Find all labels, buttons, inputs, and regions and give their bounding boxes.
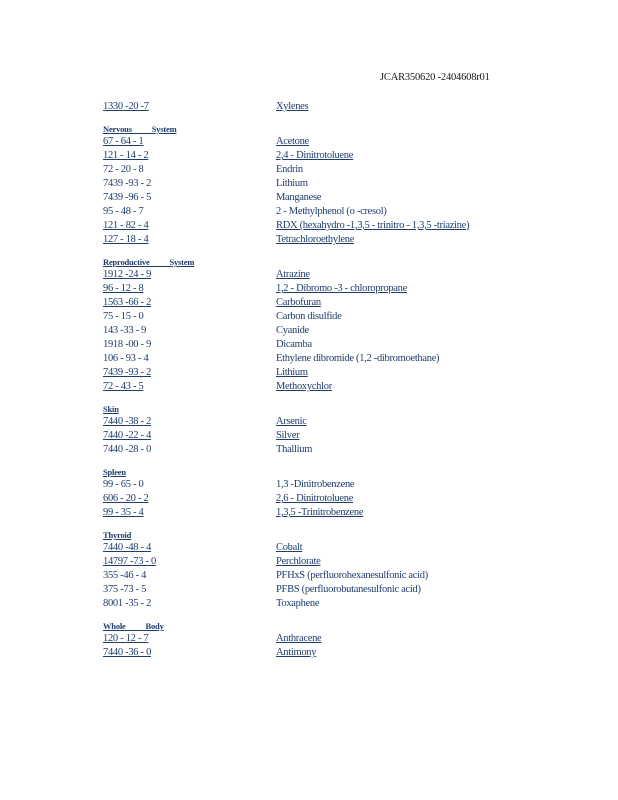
- chemical-name-text: Carbofuran: [276, 297, 321, 308]
- cas-number: [103, 583, 276, 597]
- cas-number[interactable]: [103, 555, 276, 569]
- section-title: Whole Body: [103, 621, 164, 631]
- chemical-name-text: Dicamba: [276, 339, 312, 350]
- chemical-name[interactable]: [276, 366, 308, 380]
- chemical-row: [103, 310, 523, 324]
- chemical-row: [103, 219, 523, 233]
- section-heading: [103, 256, 523, 268]
- chemical-name-text: Perchlorate: [276, 556, 321, 567]
- cas-number-text: 14797 -73 - 0: [103, 556, 156, 567]
- chemical-name: [276, 310, 341, 324]
- section-heading: [103, 123, 523, 135]
- chemical-row: [103, 163, 523, 177]
- chemical-name-text: Endrin: [276, 164, 303, 175]
- chemical-row: [103, 324, 523, 338]
- chemical-name: [276, 324, 309, 338]
- chemical-name-text: Toxaphene: [276, 598, 320, 609]
- chemical-row: [103, 555, 523, 569]
- chemical-name-text: PFBS (perfluorobutanesulfonic acid): [276, 584, 421, 595]
- document-header: JCAR350620 -2404608r01: [380, 72, 490, 83]
- chemical-name-text: PFHxS (perfluorohexanesulfonic acid): [276, 570, 428, 581]
- cas-number-text: 121 - 82 - 4: [103, 220, 149, 231]
- chemical-name[interactable]: [276, 646, 316, 660]
- cas-number-text: 75 - 15 - 0: [103, 311, 144, 322]
- cas-number: [103, 338, 276, 352]
- chemical-row: [103, 205, 523, 219]
- section-title: Thyroid: [103, 530, 132, 540]
- cas-number-text: 67 - 64 - 1: [103, 136, 144, 147]
- chemical-row: [103, 478, 523, 492]
- chemical-list: [103, 100, 523, 660]
- cas-number: [103, 177, 276, 191]
- cas-number: [103, 163, 276, 177]
- chemical-name[interactable]: [276, 380, 332, 394]
- chemical-name[interactable]: [276, 268, 310, 282]
- cas-number: [103, 569, 276, 583]
- chemical-row: [103, 100, 523, 114]
- chemical-name-text: Silver: [276, 430, 300, 441]
- chemical-name[interactable]: [276, 135, 309, 149]
- chemical-name-text: Anthracene: [276, 633, 322, 644]
- chemical-name: [276, 177, 308, 191]
- cas-number[interactable]: [103, 268, 276, 282]
- cas-number: [103, 597, 276, 611]
- cas-number[interactable]: [103, 506, 276, 520]
- cas-number-text: 8001 -35 - 2: [103, 598, 152, 609]
- cas-number[interactable]: [103, 135, 276, 149]
- chemical-row: [103, 352, 523, 366]
- chemical-row: [103, 646, 523, 660]
- cas-number[interactable]: [103, 233, 276, 247]
- chemical-name-text: Tetrachloroethylene: [276, 234, 355, 245]
- cas-number-text: 355 -46 - 4: [103, 570, 147, 581]
- cas-number[interactable]: [103, 100, 276, 114]
- cas-number[interactable]: [103, 429, 276, 443]
- chemical-name: [276, 191, 321, 205]
- chemical-name[interactable]: [276, 149, 353, 163]
- cas-number-text: 127 - 18 - 4: [103, 234, 149, 245]
- chemical-name[interactable]: [276, 100, 308, 114]
- chemical-name: [276, 205, 387, 219]
- cas-number[interactable]: [103, 219, 276, 233]
- chemical-name-text: Antimony: [276, 647, 317, 658]
- chemical-row: [103, 492, 523, 506]
- section-title: Reproductive System: [103, 257, 195, 267]
- chemical-name-text: Cobalt: [276, 542, 303, 553]
- chemical-name[interactable]: [276, 219, 469, 233]
- chemical-name: [276, 569, 428, 583]
- chemical-name[interactable]: [276, 506, 363, 520]
- chemical-row: [103, 282, 523, 296]
- cas-number-text: 1918 -00 - 9: [103, 339, 152, 350]
- cas-number-text: 120 - 12 - 7: [103, 633, 149, 644]
- chemical-row: [103, 268, 523, 282]
- cas-number-text: 106 - 93 - 4: [103, 353, 149, 364]
- section-title: Nervous System: [103, 124, 177, 134]
- chemical-name[interactable]: [276, 492, 353, 506]
- cas-number[interactable]: [103, 149, 276, 163]
- cas-number-text: 121 - 14 - 2: [103, 150, 149, 161]
- chemical-name-text: Carbon disulfide: [276, 311, 342, 322]
- cas-number-text: 95 - 48 - 7: [103, 206, 144, 217]
- chemical-name-text: 2 - Methylphenol (o -cresol): [276, 206, 387, 217]
- chemical-name-text: Thallium: [276, 444, 313, 455]
- cas-number-text: 1912 -24 - 9: [103, 269, 152, 280]
- chemical-row: [103, 443, 523, 457]
- cas-number-text: 7439 -96 - 5: [103, 192, 152, 203]
- cas-number-text: 1563 -66 - 2: [103, 297, 152, 308]
- cas-number-text: 606 - 20 - 2: [103, 493, 149, 504]
- chemical-row: [103, 429, 523, 443]
- chemical-row: [103, 506, 523, 520]
- cas-number-text: 7439 -93 - 2: [103, 178, 152, 189]
- chemical-name: [276, 597, 319, 611]
- chemical-name: [276, 338, 312, 352]
- cas-number-text: 7440 -22 - 4: [103, 430, 152, 441]
- cas-number-text: 99 - 65 - 0: [103, 479, 144, 490]
- cas-number[interactable]: [103, 646, 276, 660]
- cas-number-text: 143 -33 - 9: [103, 325, 147, 336]
- chemical-row: [103, 233, 523, 247]
- chemical-name-text: 1,3,5 -Trinitrobenzene: [276, 507, 364, 518]
- cas-number-text: 7440 -36 - 0: [103, 647, 152, 658]
- cas-number[interactable]: [103, 296, 276, 310]
- chemical-row: [103, 338, 523, 352]
- chemical-name-text: Lithium: [276, 178, 308, 189]
- chemical-name-text: Methoxychlor: [276, 381, 332, 392]
- section-heading: [103, 466, 523, 478]
- chemical-name[interactable]: [276, 415, 307, 429]
- cas-number[interactable]: [103, 492, 276, 506]
- chemical-name-text: Ethylene dibromide (1,2 -dibromoethane): [276, 353, 440, 364]
- chemical-name[interactable]: [276, 296, 321, 310]
- chemical-name-text: 1,2 - Dibromo -3 - chloropropane: [276, 283, 407, 294]
- chemical-name-text: 2,6 - Dinitrotoluene: [276, 493, 354, 504]
- cas-number-text: 72 - 20 - 8: [103, 164, 144, 175]
- chemical-name[interactable]: [276, 429, 299, 443]
- chemical-name: [276, 443, 312, 457]
- chemical-name-text: 2,4 - Dinitrotoluene: [276, 150, 354, 161]
- cas-number-text: 7440 -38 - 2: [103, 416, 152, 427]
- chemical-row: [103, 569, 523, 583]
- cas-number[interactable]: [103, 541, 276, 555]
- chemical-row: [103, 296, 523, 310]
- cas-number[interactable]: [103, 415, 276, 429]
- chemical-name-text: Acetone: [276, 136, 309, 147]
- chemical-name-text: Cyanide: [276, 325, 309, 336]
- section-heading: [103, 620, 523, 632]
- cas-number-text: 1330 -20 -7: [103, 101, 149, 112]
- chemical-row: [103, 366, 523, 380]
- chemical-row: [103, 583, 523, 597]
- section-heading: [103, 403, 523, 415]
- chemical-row: [103, 632, 523, 646]
- section-title: Spleen: [103, 467, 126, 477]
- cas-number: [103, 324, 276, 338]
- cas-number-text: 96 - 12 - 8: [103, 283, 144, 294]
- chemical-row: [103, 149, 523, 163]
- cas-number-text: 375 -73 - 5: [103, 584, 147, 595]
- chemical-name-text: Lithium: [276, 367, 308, 378]
- cas-number: [103, 310, 276, 324]
- cas-number: [103, 478, 276, 492]
- cas-number: [103, 352, 276, 366]
- chemical-row: [103, 135, 523, 149]
- chemical-name-text: Xylenes: [276, 101, 309, 112]
- cas-number: [103, 191, 276, 205]
- cas-number[interactable]: [103, 632, 276, 646]
- chemical-name: [276, 478, 354, 492]
- chemical-name-text: Atrazine: [276, 269, 310, 280]
- chemical-name-text: Manganese: [276, 192, 322, 203]
- cas-number-text: 99 - 35 - 4: [103, 507, 144, 518]
- section-title: Skin: [103, 404, 119, 414]
- cas-number[interactable]: [103, 366, 276, 380]
- chemical-name-text: 1,3 -Dinitrobenzene: [276, 479, 355, 490]
- chemical-name-text: Arsenic: [276, 416, 307, 427]
- chemical-row: [103, 541, 523, 555]
- cas-number[interactable]: [103, 282, 276, 296]
- chemical-name: [276, 163, 303, 177]
- chemical-name[interactable]: [276, 233, 354, 247]
- cas-number-text: 7440 -28 - 0: [103, 444, 152, 455]
- chemical-name[interactable]: [276, 555, 321, 569]
- cas-number-text: 72 - 43 - 5: [103, 381, 144, 392]
- chemical-name: [276, 583, 421, 597]
- cas-number: [103, 205, 276, 219]
- chemical-name[interactable]: [276, 282, 407, 296]
- chemical-row: [103, 191, 523, 205]
- chemical-row: [103, 597, 523, 611]
- chemical-name: [276, 352, 439, 366]
- chemical-name[interactable]: [276, 541, 302, 555]
- chemical-row: [103, 415, 523, 429]
- cas-number-text: 7439 -93 - 2: [103, 367, 152, 378]
- cas-number[interactable]: [103, 380, 276, 394]
- cas-number: [103, 443, 276, 457]
- section-heading: [103, 529, 523, 541]
- cas-number-text: 7440 -48 - 4: [103, 542, 152, 553]
- chemical-row: [103, 380, 523, 394]
- chemical-name[interactable]: [276, 632, 321, 646]
- chemical-name-text: RDX (hexahydro -1,3,5 - trinitro - 1,3,5 -triazine): [276, 220, 470, 231]
- chemical-row: [103, 177, 523, 191]
